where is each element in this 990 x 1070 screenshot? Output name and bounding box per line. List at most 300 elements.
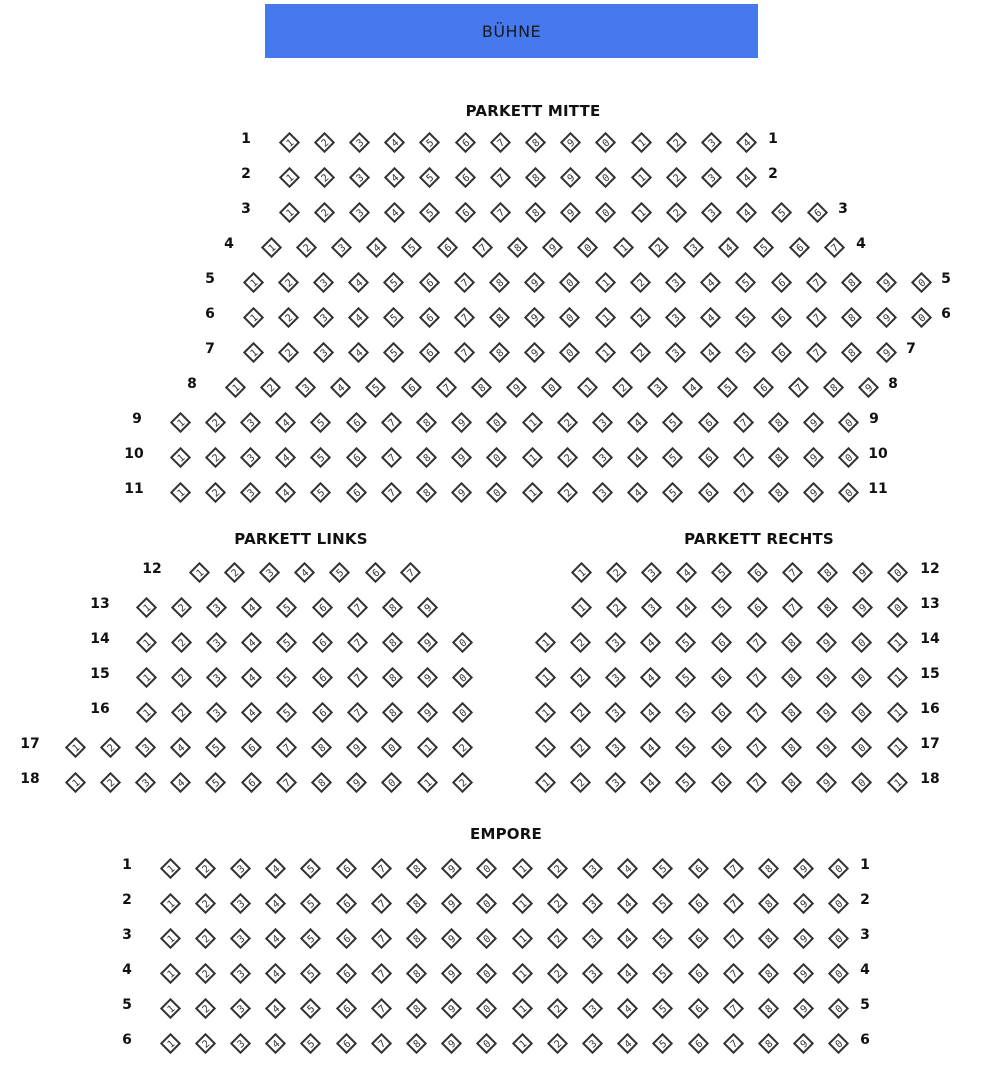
seat-mitte-row-9-8[interactable]	[415, 411, 440, 436]
seat-mitte-row-10-4[interactable]	[274, 446, 299, 471]
seat-empore-row-4-14[interactable]	[616, 962, 641, 987]
seat-mitte-row-4-12[interactable]	[647, 236, 672, 261]
seat-mitte-row-7-19[interactable]	[875, 341, 900, 366]
seat-rechts-row-13-2[interactable]	[605, 596, 630, 621]
seat-mitte-row-10-11[interactable]	[521, 446, 546, 471]
seat-links-row-12-2[interactable]	[223, 561, 248, 586]
seat-empore-row-1-14[interactable]	[616, 857, 641, 882]
seat-mitte-row-7-14[interactable]	[699, 341, 724, 366]
seat-empore-row-6-8[interactable]	[405, 1032, 430, 1057]
seat-rechts-row-17-2[interactable]	[569, 736, 594, 761]
seat-links-row-18-12[interactable]	[451, 771, 476, 796]
seat-mitte-row-4-16[interactable]	[788, 236, 813, 261]
seat-mitte-row-8-16[interactable]	[752, 376, 777, 401]
seat-empore-row-6-12[interactable]	[546, 1032, 571, 1057]
seat-empore-row-2-15[interactable]	[651, 892, 676, 917]
seat-mitte-row-11-14[interactable]	[626, 481, 651, 506]
seat-empore-row-2-10[interactable]	[475, 892, 500, 917]
seat-empore-row-1-11[interactable]	[511, 857, 536, 882]
seat-empore-row-4-11[interactable]	[511, 962, 536, 987]
seat-empore-row-1-2[interactable]	[194, 857, 219, 882]
seat-mitte-row-7-12[interactable]	[629, 341, 654, 366]
seat-mitte-row-8-7[interactable]	[435, 376, 460, 401]
seat-rechts-row-16-2[interactable]	[569, 701, 594, 726]
seat-mitte-row-10-8[interactable]	[415, 446, 440, 471]
seat-mitte-row-7-6[interactable]	[418, 341, 443, 366]
seat-rechts-row-14-7[interactable]	[745, 631, 770, 656]
seat-mitte-row-8-1[interactable]	[224, 376, 249, 401]
seat-links-row-13-3[interactable]	[205, 596, 230, 621]
seat-rechts-row-15-4[interactable]	[639, 666, 664, 691]
seat-rechts-row-14-6[interactable]	[710, 631, 735, 656]
seat-mitte-row-6-3[interactable]	[312, 306, 337, 331]
seat-mitte-row-4-13[interactable]	[682, 236, 707, 261]
seat-empore-row-1-20[interactable]	[827, 857, 852, 882]
seat-links-row-18-3[interactable]	[134, 771, 159, 796]
seat-mitte-row-3-5[interactable]	[418, 201, 443, 226]
seat-mitte-row-5-11[interactable]	[594, 271, 619, 296]
seat-mitte-row-3-11[interactable]	[630, 201, 655, 226]
seat-mitte-row-9-12[interactable]	[556, 411, 581, 436]
seat-mitte-row-2-7[interactable]	[489, 166, 514, 191]
seat-empore-row-5-20[interactable]	[827, 997, 852, 1022]
seat-links-row-17-5[interactable]	[204, 736, 229, 761]
seat-mitte-row-2-1[interactable]	[278, 166, 303, 191]
seat-rechts-row-17-8[interactable]	[780, 736, 805, 761]
seat-mitte-row-1-2[interactable]	[313, 131, 338, 156]
seat-mitte-row-7-17[interactable]	[805, 341, 830, 366]
seat-empore-row-1-7[interactable]	[370, 857, 395, 882]
seat-mitte-row-2-10[interactable]	[594, 166, 619, 191]
seat-empore-row-2-1[interactable]	[159, 892, 184, 917]
seat-mitte-row-10-15[interactable]	[661, 446, 686, 471]
seat-empore-row-1-13[interactable]	[581, 857, 606, 882]
seat-rechts-row-14-10[interactable]	[850, 631, 875, 656]
seat-empore-row-5-1[interactable]	[159, 997, 184, 1022]
seat-empore-row-3-11[interactable]	[511, 927, 536, 952]
seat-empore-row-1-6[interactable]	[335, 857, 360, 882]
seat-rechts-row-14-2[interactable]	[569, 631, 594, 656]
seat-mitte-row-9-4[interactable]	[274, 411, 299, 436]
seat-empore-row-4-12[interactable]	[546, 962, 571, 987]
seat-empore-row-1-4[interactable]	[264, 857, 289, 882]
seat-mitte-row-11-8[interactable]	[415, 481, 440, 506]
seat-mitte-row-1-3[interactable]	[348, 131, 373, 156]
seat-links-row-13-8[interactable]	[381, 596, 406, 621]
seat-links-row-12-3[interactable]	[258, 561, 283, 586]
seat-empore-row-5-11[interactable]	[511, 997, 536, 1022]
seat-links-row-14-2[interactable]	[170, 631, 195, 656]
seat-mitte-row-6-2[interactable]	[277, 306, 302, 331]
seat-rechts-row-13-4[interactable]	[675, 596, 700, 621]
seat-empore-row-2-14[interactable]	[616, 892, 641, 917]
seat-mitte-row-10-17[interactable]	[732, 446, 757, 471]
seat-empore-row-4-3[interactable]	[229, 962, 254, 987]
seat-empore-row-3-10[interactable]	[475, 927, 500, 952]
seat-mitte-row-3-15[interactable]	[770, 201, 795, 226]
seat-mitte-row-10-3[interactable]	[239, 446, 264, 471]
seat-rechts-row-13-8[interactable]	[816, 596, 841, 621]
seat-links-row-16-3[interactable]	[205, 701, 230, 726]
seat-empore-row-2-8[interactable]	[405, 892, 430, 917]
seat-empore-row-3-5[interactable]	[299, 927, 324, 952]
seat-mitte-row-7-4[interactable]	[347, 341, 372, 366]
seat-rechts-row-12-6[interactable]	[746, 561, 771, 586]
seat-mitte-row-1-12[interactable]	[665, 131, 690, 156]
seat-empore-row-6-9[interactable]	[440, 1032, 465, 1057]
seat-mitte-row-1-1[interactable]	[278, 131, 303, 156]
seat-mitte-row-3-4[interactable]	[383, 201, 408, 226]
seat-mitte-row-8-9[interactable]	[505, 376, 530, 401]
seat-rechts-row-15-9[interactable]	[815, 666, 840, 691]
seat-empore-row-5-2[interactable]	[194, 997, 219, 1022]
seat-links-row-15-9[interactable]	[416, 666, 441, 691]
seat-links-row-14-3[interactable]	[205, 631, 230, 656]
seat-links-row-13-9[interactable]	[416, 596, 441, 621]
seat-mitte-row-8-19[interactable]	[857, 376, 882, 401]
seat-empore-row-4-8[interactable]	[405, 962, 430, 987]
seat-empore-row-2-18[interactable]	[757, 892, 782, 917]
seat-empore-row-6-7[interactable]	[370, 1032, 395, 1057]
seat-links-row-14-4[interactable]	[240, 631, 265, 656]
seat-links-row-17-7[interactable]	[275, 736, 300, 761]
seat-mitte-row-11-12[interactable]	[556, 481, 581, 506]
seat-empore-row-3-8[interactable]	[405, 927, 430, 952]
seat-links-row-12-5[interactable]	[328, 561, 353, 586]
seat-mitte-row-5-8[interactable]	[488, 271, 513, 296]
seat-links-row-17-12[interactable]	[451, 736, 476, 761]
seat-empore-row-4-10[interactable]	[475, 962, 500, 987]
seat-links-row-13-4[interactable]	[240, 596, 265, 621]
seat-links-row-16-1[interactable]	[135, 701, 160, 726]
seat-mitte-row-8-14[interactable]	[681, 376, 706, 401]
seat-links-row-14-7[interactable]	[346, 631, 371, 656]
seat-empore-row-3-7[interactable]	[370, 927, 395, 952]
seat-mitte-row-6-14[interactable]	[699, 306, 724, 331]
seat-links-row-15-1[interactable]	[135, 666, 160, 691]
seat-links-row-16-10[interactable]	[451, 701, 476, 726]
seat-mitte-row-4-8[interactable]	[506, 236, 531, 261]
seat-mitte-row-10-5[interactable]	[309, 446, 334, 471]
seat-mitte-row-2-12[interactable]	[665, 166, 690, 191]
seat-mitte-row-6-10[interactable]	[558, 306, 583, 331]
seat-empore-row-5-5[interactable]	[299, 997, 324, 1022]
seat-empore-row-5-10[interactable]	[475, 997, 500, 1022]
seat-empore-row-4-5[interactable]	[299, 962, 324, 987]
seat-mitte-row-5-6[interactable]	[418, 271, 443, 296]
seat-links-row-13-1[interactable]	[135, 596, 160, 621]
seat-empore-row-5-7[interactable]	[370, 997, 395, 1022]
seat-empore-row-5-14[interactable]	[616, 997, 641, 1022]
seat-rechts-row-16-1[interactable]	[534, 701, 559, 726]
seat-links-row-14-6[interactable]	[311, 631, 336, 656]
seat-empore-row-2-12[interactable]	[546, 892, 571, 917]
seat-empore-row-4-1[interactable]	[159, 962, 184, 987]
seat-mitte-row-11-15[interactable]	[661, 481, 686, 506]
seat-rechts-row-16-3[interactable]	[604, 701, 629, 726]
seat-empore-row-6-16[interactable]	[687, 1032, 712, 1057]
seat-empore-row-6-5[interactable]	[299, 1032, 324, 1057]
seat-rechts-row-13-3[interactable]	[640, 596, 665, 621]
seat-mitte-row-5-19[interactable]	[875, 271, 900, 296]
seat-links-row-17-3[interactable]	[134, 736, 159, 761]
seat-empore-row-1-17[interactable]	[722, 857, 747, 882]
seat-empore-row-5-3[interactable]	[229, 997, 254, 1022]
seat-mitte-row-10-1[interactable]	[169, 446, 194, 471]
seat-mitte-row-9-2[interactable]	[204, 411, 229, 436]
seat-rechts-row-17-7[interactable]	[745, 736, 770, 761]
seat-empore-row-3-15[interactable]	[651, 927, 676, 952]
seat-rechts-row-12-3[interactable]	[640, 561, 665, 586]
seat-empore-row-4-4[interactable]	[264, 962, 289, 987]
seat-links-row-16-8[interactable]	[381, 701, 406, 726]
seat-mitte-row-5-14[interactable]	[699, 271, 724, 296]
seat-links-row-17-11[interactable]	[416, 736, 441, 761]
seat-links-row-12-4[interactable]	[293, 561, 318, 586]
seat-mitte-row-9-17[interactable]	[732, 411, 757, 436]
seat-rechts-row-17-11[interactable]	[886, 736, 911, 761]
seat-rechts-row-15-5[interactable]	[674, 666, 699, 691]
seat-rechts-row-18-7[interactable]	[745, 771, 770, 796]
seat-empore-row-3-4[interactable]	[264, 927, 289, 952]
seat-rechts-row-17-4[interactable]	[639, 736, 664, 761]
seat-links-row-18-10[interactable]	[380, 771, 405, 796]
seat-empore-row-3-9[interactable]	[440, 927, 465, 952]
seat-empore-row-6-2[interactable]	[194, 1032, 219, 1057]
seat-links-row-18-1[interactable]	[64, 771, 89, 796]
seat-mitte-row-3-12[interactable]	[665, 201, 690, 226]
seat-rechts-row-13-7[interactable]	[781, 596, 806, 621]
seat-empore-row-2-6[interactable]	[335, 892, 360, 917]
seat-rechts-row-13-9[interactable]	[851, 596, 876, 621]
seat-links-row-15-5[interactable]	[275, 666, 300, 691]
seat-empore-row-2-19[interactable]	[792, 892, 817, 917]
seat-mitte-row-5-3[interactable]	[312, 271, 337, 296]
seat-empore-row-4-6[interactable]	[335, 962, 360, 987]
seat-rechts-row-12-9[interactable]	[851, 561, 876, 586]
seat-links-row-15-2[interactable]	[170, 666, 195, 691]
seat-links-row-16-2[interactable]	[170, 701, 195, 726]
seat-mitte-row-1-5[interactable]	[418, 131, 443, 156]
seat-mitte-row-7-1[interactable]	[242, 341, 267, 366]
seat-mitte-row-7-3[interactable]	[312, 341, 337, 366]
seat-mitte-row-6-19[interactable]	[875, 306, 900, 331]
seat-links-row-15-10[interactable]	[451, 666, 476, 691]
seat-rechts-row-14-11[interactable]	[886, 631, 911, 656]
seat-mitte-row-8-13[interactable]	[646, 376, 671, 401]
seat-rechts-row-17-6[interactable]	[710, 736, 735, 761]
seat-empore-row-1-15[interactable]	[651, 857, 676, 882]
seat-empore-row-3-1[interactable]	[159, 927, 184, 952]
seat-mitte-row-4-11[interactable]	[612, 236, 637, 261]
seat-mitte-row-2-3[interactable]	[348, 166, 373, 191]
seat-empore-row-5-9[interactable]	[440, 997, 465, 1022]
seat-links-row-16-9[interactable]	[416, 701, 441, 726]
seat-mitte-row-8-15[interactable]	[716, 376, 741, 401]
seat-rechts-row-17-10[interactable]	[850, 736, 875, 761]
seat-mitte-row-7-9[interactable]	[523, 341, 548, 366]
seat-mitte-row-9-20[interactable]	[837, 411, 862, 436]
seat-mitte-row-6-15[interactable]	[734, 306, 759, 331]
seat-empore-row-4-2[interactable]	[194, 962, 219, 987]
seat-mitte-row-5-5[interactable]	[382, 271, 407, 296]
seat-rechts-row-16-10[interactable]	[850, 701, 875, 726]
seat-mitte-row-5-15[interactable]	[734, 271, 759, 296]
seat-empore-row-6-1[interactable]	[159, 1032, 184, 1057]
seat-rechts-row-12-10[interactable]	[886, 561, 911, 586]
seat-mitte-row-11-4[interactable]	[274, 481, 299, 506]
seat-mitte-row-8-10[interactable]	[540, 376, 565, 401]
seat-rechts-row-18-11[interactable]	[886, 771, 911, 796]
seat-rechts-row-14-4[interactable]	[639, 631, 664, 656]
seat-mitte-row-6-12[interactable]	[629, 306, 654, 331]
seat-mitte-row-3-6[interactable]	[454, 201, 479, 226]
seat-mitte-row-6-6[interactable]	[418, 306, 443, 331]
seat-mitte-row-10-12[interactable]	[556, 446, 581, 471]
seat-rechts-row-14-9[interactable]	[815, 631, 840, 656]
seat-mitte-row-4-9[interactable]	[541, 236, 566, 261]
seat-links-row-15-7[interactable]	[346, 666, 371, 691]
seat-mitte-row-8-6[interactable]	[400, 376, 425, 401]
seat-rechts-row-18-4[interactable]	[639, 771, 664, 796]
seat-empore-row-1-18[interactable]	[757, 857, 782, 882]
seat-mitte-row-6-7[interactable]	[453, 306, 478, 331]
seat-mitte-row-9-11[interactable]	[521, 411, 546, 436]
seat-empore-row-4-9[interactable]	[440, 962, 465, 987]
seat-empore-row-4-19[interactable]	[792, 962, 817, 987]
seat-mitte-row-4-6[interactable]	[436, 236, 461, 261]
seat-mitte-row-11-5[interactable]	[309, 481, 334, 506]
seat-mitte-row-11-19[interactable]	[802, 481, 827, 506]
seat-rechts-row-18-2[interactable]	[569, 771, 594, 796]
seat-mitte-row-9-13[interactable]	[591, 411, 616, 436]
seat-rechts-row-13-5[interactable]	[710, 596, 735, 621]
seat-links-row-17-4[interactable]	[169, 736, 194, 761]
seat-empore-row-5-17[interactable]	[722, 997, 747, 1022]
seat-mitte-row-5-13[interactable]	[664, 271, 689, 296]
seat-empore-row-3-6[interactable]	[335, 927, 360, 952]
seat-empore-row-1-12[interactable]	[546, 857, 571, 882]
seat-empore-row-2-9[interactable]	[440, 892, 465, 917]
seat-mitte-row-11-10[interactable]	[485, 481, 510, 506]
seat-mitte-row-9-5[interactable]	[309, 411, 334, 436]
seat-mitte-row-3-16[interactable]	[806, 201, 831, 226]
seat-links-row-16-7[interactable]	[346, 701, 371, 726]
seat-mitte-row-9-15[interactable]	[661, 411, 686, 436]
seat-empore-row-5-8[interactable]	[405, 997, 430, 1022]
seat-mitte-row-7-15[interactable]	[734, 341, 759, 366]
seat-empore-row-3-18[interactable]	[757, 927, 782, 952]
seat-mitte-row-8-2[interactable]	[259, 376, 284, 401]
seat-mitte-row-5-18[interactable]	[840, 271, 865, 296]
seat-links-row-13-2[interactable]	[170, 596, 195, 621]
seat-links-row-12-1[interactable]	[188, 561, 213, 586]
seat-rechts-row-16-6[interactable]	[710, 701, 735, 726]
seat-links-row-17-10[interactable]	[380, 736, 405, 761]
seat-rechts-row-16-9[interactable]	[815, 701, 840, 726]
seat-mitte-row-7-2[interactable]	[277, 341, 302, 366]
seat-mitte-row-9-9[interactable]	[450, 411, 475, 436]
seat-empore-row-5-6[interactable]	[335, 997, 360, 1022]
seat-rechts-row-17-3[interactable]	[604, 736, 629, 761]
seat-mitte-row-5-9[interactable]	[523, 271, 548, 296]
seat-mitte-row-2-5[interactable]	[418, 166, 443, 191]
seat-links-row-17-6[interactable]	[240, 736, 265, 761]
seat-mitte-row-8-11[interactable]	[576, 376, 601, 401]
seat-mitte-row-5-16[interactable]	[770, 271, 795, 296]
seat-rechts-row-12-4[interactable]	[675, 561, 700, 586]
seat-mitte-row-10-16[interactable]	[697, 446, 722, 471]
seat-links-row-18-2[interactable]	[99, 771, 124, 796]
seat-mitte-row-5-20[interactable]	[910, 271, 935, 296]
seat-mitte-row-9-7[interactable]	[380, 411, 405, 436]
seat-mitte-row-9-6[interactable]	[345, 411, 370, 436]
seat-rechts-row-17-1[interactable]	[534, 736, 559, 761]
seat-mitte-row-3-1[interactable]	[278, 201, 303, 226]
seat-mitte-row-9-16[interactable]	[697, 411, 722, 436]
seat-mitte-row-5-7[interactable]	[453, 271, 478, 296]
seat-empore-row-4-16[interactable]	[687, 962, 712, 987]
seat-rechts-row-17-9[interactable]	[815, 736, 840, 761]
seat-rechts-row-12-5[interactable]	[710, 561, 735, 586]
seat-mitte-row-5-17[interactable]	[805, 271, 830, 296]
seat-empore-row-6-6[interactable]	[335, 1032, 360, 1057]
seat-mitte-row-1-10[interactable]	[594, 131, 619, 156]
seat-rechts-row-15-8[interactable]	[780, 666, 805, 691]
seat-rechts-row-14-5[interactable]	[674, 631, 699, 656]
seat-mitte-row-10-6[interactable]	[345, 446, 370, 471]
seat-rechts-row-16-7[interactable]	[745, 701, 770, 726]
seat-rechts-row-15-1[interactable]	[534, 666, 559, 691]
seat-links-row-17-1[interactable]	[64, 736, 89, 761]
seat-mitte-row-1-14[interactable]	[735, 131, 760, 156]
seat-empore-row-3-13[interactable]	[581, 927, 606, 952]
seat-empore-row-5-18[interactable]	[757, 997, 782, 1022]
seat-empore-row-2-20[interactable]	[827, 892, 852, 917]
seat-rechts-row-15-11[interactable]	[886, 666, 911, 691]
seat-mitte-row-8-18[interactable]	[822, 376, 847, 401]
seat-rechts-row-18-3[interactable]	[604, 771, 629, 796]
seat-empore-row-1-10[interactable]	[475, 857, 500, 882]
seat-mitte-row-9-3[interactable]	[239, 411, 264, 436]
seat-rechts-row-13-1[interactable]	[570, 596, 595, 621]
seat-mitte-row-7-8[interactable]	[488, 341, 513, 366]
seat-links-row-13-6[interactable]	[311, 596, 336, 621]
seat-mitte-row-1-8[interactable]	[524, 131, 549, 156]
seat-mitte-row-3-9[interactable]	[559, 201, 584, 226]
seat-mitte-row-7-5[interactable]	[382, 341, 407, 366]
seat-empore-row-5-15[interactable]	[651, 997, 676, 1022]
seat-rechts-row-18-5[interactable]	[674, 771, 699, 796]
seat-mitte-row-4-1[interactable]	[260, 236, 285, 261]
seat-empore-row-1-19[interactable]	[792, 857, 817, 882]
seat-links-row-14-1[interactable]	[135, 631, 160, 656]
seat-mitte-row-10-13[interactable]	[591, 446, 616, 471]
seat-rechts-row-15-6[interactable]	[710, 666, 735, 691]
seat-mitte-row-4-17[interactable]	[823, 236, 848, 261]
seat-rechts-row-15-10[interactable]	[850, 666, 875, 691]
seat-mitte-row-2-13[interactable]	[700, 166, 725, 191]
seat-empore-row-3-17[interactable]	[722, 927, 747, 952]
seat-mitte-row-10-20[interactable]	[837, 446, 862, 471]
seat-mitte-row-8-17[interactable]	[787, 376, 812, 401]
seat-rechts-row-17-5[interactable]	[674, 736, 699, 761]
seat-empore-row-1-8[interactable]	[405, 857, 430, 882]
seat-empore-row-5-13[interactable]	[581, 997, 606, 1022]
seat-mitte-row-10-19[interactable]	[802, 446, 827, 471]
seat-mitte-row-1-13[interactable]	[700, 131, 725, 156]
seat-mitte-row-8-12[interactable]	[611, 376, 636, 401]
